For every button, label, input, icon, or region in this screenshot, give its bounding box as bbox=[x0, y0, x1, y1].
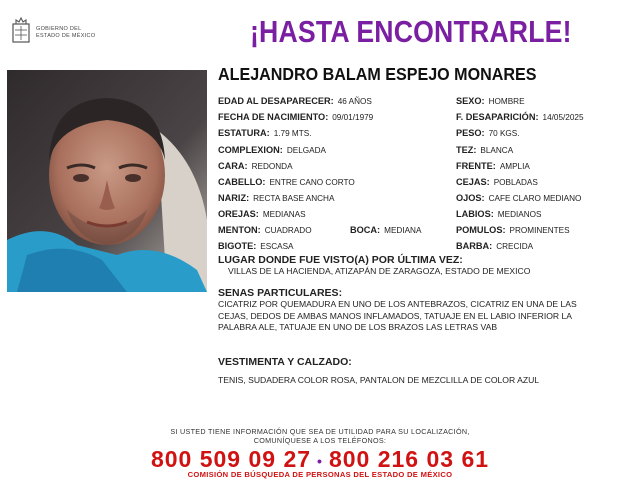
field-cheekbones bbox=[456, 225, 570, 235]
field-value: 70 KGS. bbox=[488, 129, 520, 138]
missing-person-photo bbox=[7, 70, 207, 292]
field-label: OJOS: bbox=[456, 193, 485, 203]
field-build bbox=[218, 145, 326, 155]
coat-of-arms-icon bbox=[10, 16, 32, 46]
field-value: AMPLIA bbox=[499, 162, 530, 171]
field-value: PROMINENTES bbox=[509, 226, 570, 235]
field-value: MEDIANOS bbox=[497, 210, 542, 219]
marks-line: CEJAS, DEDOS DE AMBAS MANOS INFLAMADOS, TATUAJE EN EL LABIO INFERIOR LA bbox=[218, 310, 573, 321]
field-label: CEJAS: bbox=[456, 177, 490, 187]
phone-number-2[interactable]: 800 216 03 61 bbox=[328, 446, 490, 472]
field-forehead bbox=[456, 161, 530, 171]
field-ears bbox=[218, 209, 306, 219]
field-value: MEDIANA bbox=[384, 226, 422, 235]
field-label: SEXO: bbox=[456, 96, 485, 106]
phone-numbers bbox=[0, 446, 640, 473]
clothing-text: TENIS, SUDADERA COLOR ROSA, PANTALON DE MEZCLILLA DE COLOR AZUL bbox=[218, 375, 540, 385]
marks-line: CICATRIZ POR QUEMADURA EN UNO DE LOS ANTEBRAZOS, CICATRIZ EN UNA DE LAS bbox=[218, 299, 577, 309]
field-beard bbox=[456, 241, 533, 251]
field-label: F. DESAPARICIÓN: bbox=[456, 112, 539, 122]
field-age bbox=[218, 96, 372, 106]
field-label: TEZ: bbox=[456, 145, 477, 155]
field-nose bbox=[218, 193, 334, 203]
field-label: CABELLO: bbox=[218, 177, 266, 187]
field-value: HOMBRE bbox=[488, 97, 525, 106]
last-seen-text: VILLAS DE LA HACIENDA, ATIZAPÁN DE ZARAGOZA, ESTADO DE MEXICO bbox=[228, 266, 531, 276]
field-label: FRENTE: bbox=[456, 161, 496, 171]
field-weight bbox=[456, 128, 520, 138]
logo-text bbox=[36, 26, 95, 40]
field-label: NARIZ: bbox=[218, 193, 250, 203]
field-value: REDONDA bbox=[251, 162, 293, 171]
field-eyes bbox=[456, 193, 581, 203]
field-value: MEDIANAS bbox=[262, 210, 306, 219]
contact-note bbox=[0, 427, 640, 445]
field-value: 14/05/2025 bbox=[542, 113, 584, 122]
field-birthdate bbox=[218, 112, 373, 122]
field-label: EDAD AL DESAPARECER: bbox=[218, 96, 334, 106]
field-label: PESO: bbox=[456, 128, 485, 138]
field-value: ESCASA bbox=[260, 242, 294, 251]
last-seen-title: LUGAR DONDE FUE VISTO(A) POR ÚLTIMA VEZ: bbox=[218, 254, 463, 266]
logo-line-1: GOBIERNO DEL bbox=[36, 26, 82, 32]
field-chin bbox=[218, 225, 312, 235]
field-label: OREJAS: bbox=[218, 209, 259, 219]
logo-line-2: ESTADO DE MÉXICO bbox=[36, 33, 96, 39]
field-value: CRECIDA bbox=[496, 242, 534, 251]
marks-text bbox=[218, 299, 618, 334]
field-label: CARA: bbox=[218, 161, 248, 171]
separator-dot: • bbox=[317, 452, 323, 469]
government-logo bbox=[10, 16, 130, 50]
marks-title: SENAS PARTICULARES: bbox=[218, 287, 343, 299]
field-value: CUADRADO bbox=[264, 226, 312, 235]
phone-number-1[interactable]: 800 509 09 27 bbox=[150, 446, 312, 472]
headline: ¡HASTA ENCONTRARLE! bbox=[250, 14, 572, 49]
commission-name: COMISIÓN DE BÚSQUEDA DE PERSONAS DEL ESTADO DE MÉXICO bbox=[187, 470, 453, 479]
field-label: BIGOTE: bbox=[218, 241, 257, 251]
field-disappearance-date bbox=[456, 112, 584, 122]
field-label: POMULOS: bbox=[456, 225, 506, 235]
field-value: DELGADA bbox=[286, 146, 326, 155]
field-eyebrows bbox=[456, 177, 538, 187]
field-label: COMPLEXION: bbox=[218, 145, 283, 155]
contact-note-line-1: SI USTED TIENE INFORMACIÓN QUE SEA DE UTILIDAD PARA SU LOCALIZACIÓN, bbox=[170, 427, 470, 436]
field-label: LABIOS: bbox=[456, 209, 494, 219]
field-value: POBLADAS bbox=[493, 178, 538, 187]
field-value: 1.79 MTS. bbox=[273, 129, 312, 138]
field-label: MENTON: bbox=[218, 225, 261, 235]
field-value: RECTA BASE ANCHA bbox=[253, 194, 335, 203]
field-label: BARBA: bbox=[456, 241, 493, 251]
field-label: FECHA DE NACIMIENTO: bbox=[218, 112, 329, 122]
field-value: BLANCA bbox=[480, 146, 514, 155]
field-height bbox=[218, 128, 312, 138]
contact-note-line-2: COMUNÍQUESE A LOS TELÉFONOS: bbox=[253, 436, 387, 445]
field-value: CAFE CLARO MEDIANO bbox=[488, 194, 582, 203]
field-mouth bbox=[350, 225, 421, 235]
field-mustache bbox=[218, 241, 294, 251]
field-sex bbox=[456, 96, 525, 106]
field-value: 46 AÑOS bbox=[337, 97, 372, 106]
field-label: BOCA: bbox=[350, 225, 381, 235]
field-hair bbox=[218, 177, 355, 187]
field-label: ESTATURA: bbox=[218, 128, 270, 138]
marks-line: PALABRA ALE, TATUAJE EN UNO DE LOS BRAZOS LAS LETRAS VAB bbox=[218, 322, 498, 332]
portrait-image bbox=[7, 70, 207, 292]
person-name: ALEJANDRO BALAM ESPEJO MONARES bbox=[218, 64, 537, 84]
field-value: ENTRE CANO CORTO bbox=[269, 178, 355, 187]
field-complexion bbox=[456, 145, 513, 155]
field-value: 09/01/1979 bbox=[332, 113, 374, 122]
clothing-title: VESTIMENTA Y CALZADO: bbox=[218, 356, 352, 368]
field-lips bbox=[456, 209, 541, 219]
field-face bbox=[218, 161, 293, 171]
